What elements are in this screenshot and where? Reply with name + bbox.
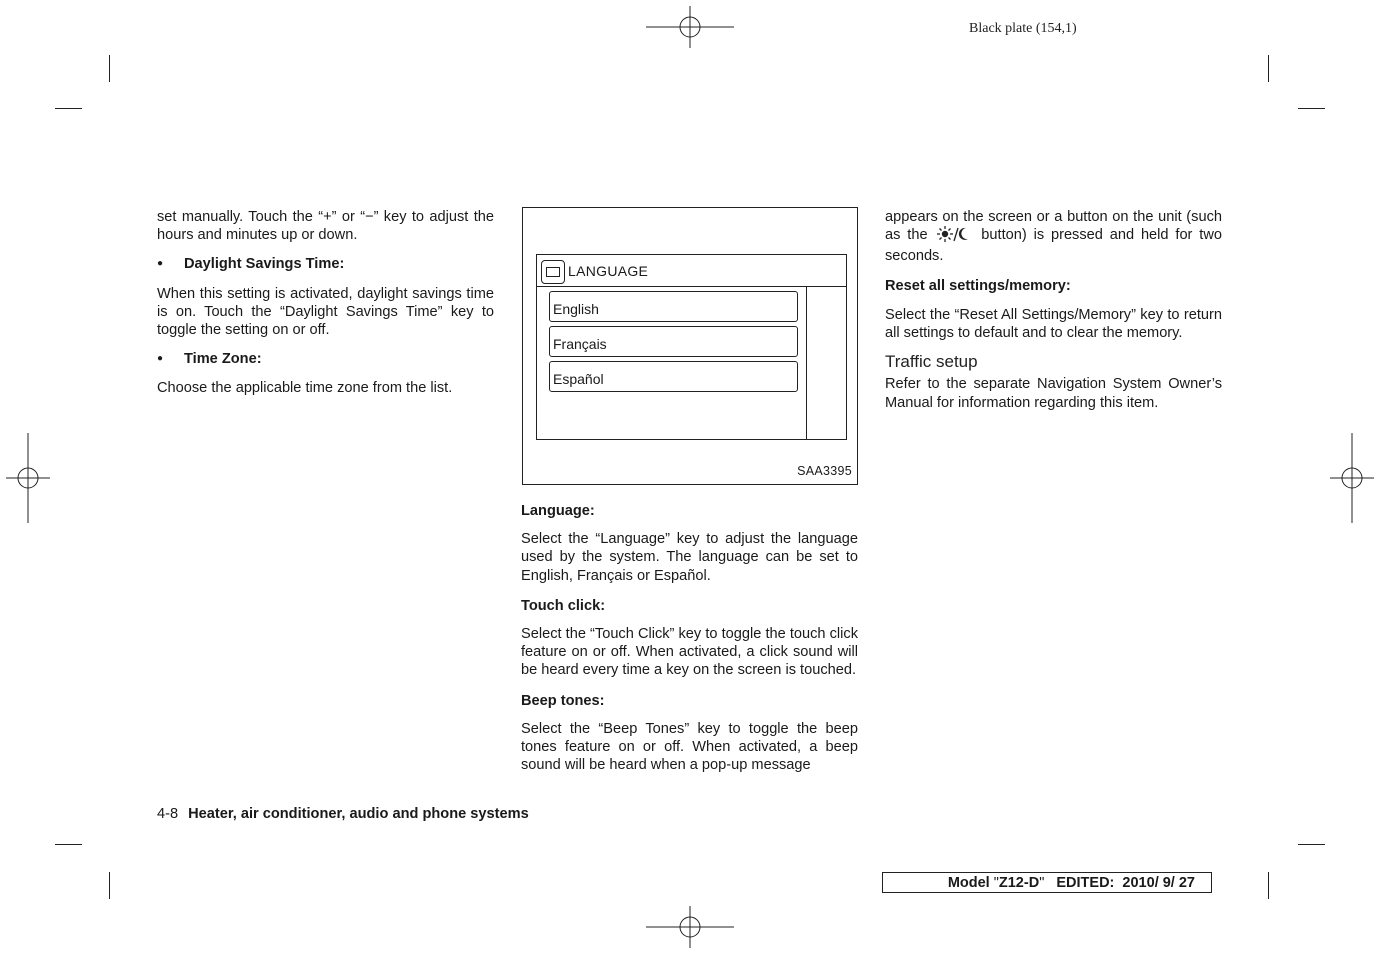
registration-mark-bottom	[646, 906, 734, 948]
section-title-language: Language:	[521, 503, 595, 519]
intro-text-a: appears on the screen or a button on the unit (such as the	[885, 209, 1222, 244]
model-info-box	[882, 872, 1212, 893]
plate-label: Black plate (154,1)	[969, 21, 1077, 36]
option-english: English	[549, 291, 798, 322]
section-text-language: Select the “Language” key to adjust the language used by the system. The language can be set to English, Français or Español.	[521, 531, 858, 584]
model-quote-close: "	[1039, 875, 1045, 891]
section-title-reset: Reset all settings/memory:	[885, 277, 1071, 294]
edited-date: EDITED: 2010/ 9/ 27	[1056, 875, 1195, 891]
crop-mark	[55, 844, 82, 845]
crop-mark	[55, 108, 82, 109]
scroll-divider	[806, 287, 807, 439]
bullet-title: Daylight Savings Time:	[184, 256, 345, 273]
section-text-beep-tones: Select the “Beep Tones” key to toggle the beep tones feature on or off. When activated, a beep sound will be heard when a pop-up message	[521, 720, 858, 774]
screen-title: LANGUAGE	[568, 263, 649, 279]
timezone-paragraph: Choose the applicable time zone from the list.	[157, 380, 453, 397]
intro-paragraph	[885, 208, 1222, 266]
model-code: Z12-D	[998, 875, 1040, 891]
crop-mark	[1298, 108, 1325, 109]
screen-header	[537, 255, 846, 287]
section-text-touch-click: Select the “Touch Click” key to toggle the touch click feature on or off. When activated, a click sound will be heard every time a key on the screen is touched.	[521, 626, 858, 679]
page-number: 4-8	[157, 806, 179, 822]
registration-mark-left	[6, 433, 50, 523]
daylight-paragraph: When this setting is activated, daylight savings time is on. Touch the “Daylight Savings Time” key to toggle the setting on or off.	[157, 285, 494, 339]
section-title-beep-tones: Beep tones:	[521, 692, 605, 709]
section-text-reset: Select the “Reset All Settings/Memory” key to return all settings to default and to clear the memory.	[885, 306, 1222, 342]
intro-paragraph: set manually. Touch the “+” or “−” key to adjust the hours and minutes up or down.	[157, 209, 494, 244]
registration-mark-right	[1330, 433, 1374, 523]
bullet-item-timezone	[157, 350, 494, 368]
registration-mark-top	[646, 6, 734, 48]
crop-mark	[109, 55, 110, 82]
day-night-icon	[937, 226, 971, 247]
column-left	[157, 208, 494, 398]
bullet-icon: ●	[157, 353, 164, 365]
intro-text-b: button) is pressed and held for two seconds.	[885, 227, 1222, 265]
option-espanol: Español	[549, 361, 798, 392]
column-middle	[521, 502, 858, 774]
option-francais: Français	[549, 326, 798, 357]
crop-mark	[1268, 55, 1269, 82]
section-title: Heater, air conditioner, audio and phone systems	[188, 806, 529, 822]
crop-mark	[1268, 872, 1269, 899]
language-screen-figure	[522, 207, 858, 485]
settings-screen-icon	[541, 260, 565, 284]
model-label: Model	[947, 875, 990, 891]
column-right	[885, 208, 1222, 412]
figure-code: SAA3395	[797, 464, 852, 478]
crop-mark	[109, 872, 110, 899]
section-title-touch-click: Touch click:	[521, 597, 606, 614]
model-quote-open: "	[993, 875, 999, 891]
section-title-traffic: Traffic setup	[885, 352, 978, 372]
bullet-item-daylight	[157, 255, 494, 273]
display-screen	[536, 254, 847, 440]
page-footer	[157, 806, 529, 822]
bullet-icon: ●	[157, 258, 164, 270]
crop-mark	[1298, 844, 1325, 845]
section-text-traffic: Refer to the separate Navigation System Owner’s Manual for information regarding this item.	[885, 376, 1222, 411]
bullet-title: Time Zone:	[184, 351, 262, 368]
